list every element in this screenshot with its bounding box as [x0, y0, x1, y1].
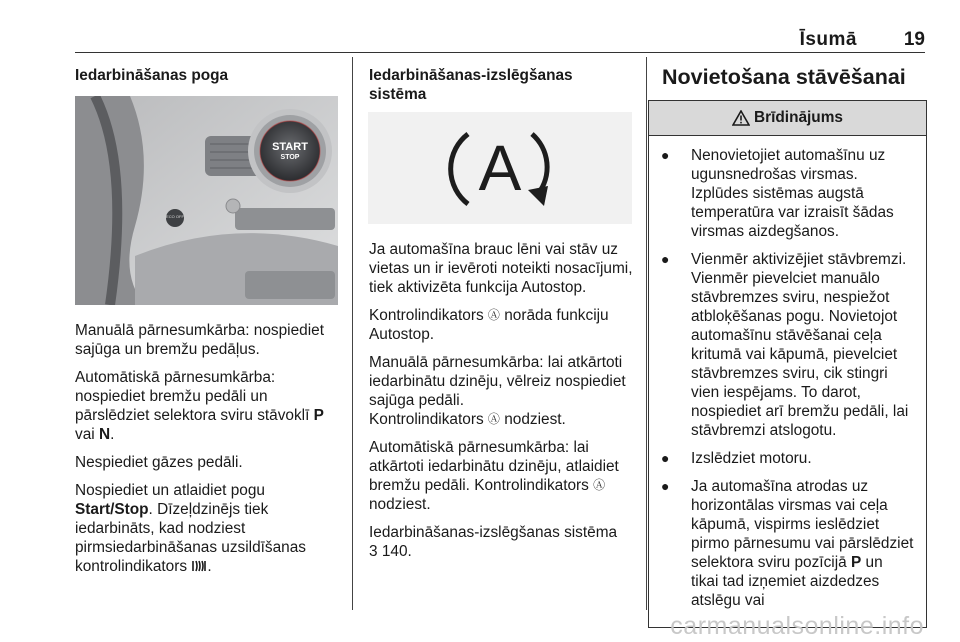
cross-reference-link[interactable]: 3 140. [369, 543, 412, 560]
coil-icon [191, 559, 207, 573]
col2-p5: Iedarbināšanas-izslēgšanas sistēma 3 140. [369, 524, 618, 560]
col2-p2: Kontrolindikators Ⓐ norāda funkciju Autostop. [369, 307, 609, 343]
warning-triangle-icon [732, 110, 750, 126]
col2-heading: Iedarbināšanas-izslēgšanas sistēma [369, 67, 573, 103]
autostop-indicator-icon: Ⓐ [593, 478, 606, 492]
list-item: ● Vienmēr aktivizējiet stāvbremzi. Vienmēr pievelciet manuālo stāvbremzes sviru, nespiežot atbloķēšanas pogu. Novietojot automašīnu stāvēšanai ceļa kritumā vai kāpumā, pievelciet stāvbremzes sviru, cik stingri vien iespējams. To darot, nospiediet arī bremžu pedāli, lai stāvbremzi atslogotu. [661, 251, 909, 439]
start-button-label [260, 141, 320, 162]
column-divider-1 [352, 57, 353, 610]
warning-header [649, 101, 926, 136]
list-item: ● Ja automašīna atrodas uz horizontālas virsmas vai ceļa kāpumā, vispirms ieslēdziet pirmo pārnesumu vai pārslēdziet selektora sviru pozīcijā P un tikai tad izņemiet aizdedzes atslēgu vai [661, 478, 914, 609]
autostop-indicator-icon: Ⓐ [487, 308, 500, 322]
autostop-letter: A [478, 132, 522, 204]
watermark: carmanualsonline.info [670, 612, 924, 640]
col1-body [75, 321, 343, 585]
start-label: START [272, 141, 308, 153]
col1-p4: Nospiediet un atlaidiet pogu Start/Stop. Dīzeļdzinējs tiek iedarbināts, kad nodziest pirmsiedarbināšanas uzsildīšanas kontrolindikators . [75, 482, 306, 575]
eco-off-label: ECO OFF [166, 214, 184, 219]
warning-title: Brīdinājums [754, 109, 843, 126]
warning-box [648, 100, 927, 628]
list-item: ● Izslēdziet motoru. [661, 450, 812, 467]
col2-p3: Manuālā pārnesumkārba: lai atkārtoti iedarbinātu dzinēju, vēlreiz nospiediet sajūga pedāli. Kontrolindikators Ⓐ nodziest. [369, 354, 626, 428]
page-number: 19 [903, 29, 925, 50]
dashboard-illustration [75, 96, 338, 305]
col2-p1: Ja automašīna brauc lēni vai stāv uz vietas un ir ievēroti noteikti nosacījumi, tiek aktivizēta funkcija Autostop. [369, 241, 633, 296]
warning-list [649, 136, 926, 627]
page-header-section: Īsumā [799, 29, 857, 50]
autostop-illustration [368, 112, 632, 224]
header-rule [75, 52, 925, 53]
col1-p3: Nespiediet gāzes pedāli. [75, 454, 243, 471]
col2-body [369, 240, 637, 570]
list-item: ● Nenovietojiet automašīnu uz ugunsnedrošas virsmas. Izplūdes sistēmas augstā temperatūra var izraisīt šādas virsmas aizdegšanos. [661, 147, 894, 240]
col2-p4: Automātiskā pārnesumkārba: lai atkārtoti iedarbinātu dzinēju, atlaidiet bremžu pedāli. Kontrolindikators Ⓐ nodziest. [369, 439, 619, 513]
col3-heading: Novietošana stāvēšanai [662, 65, 906, 89]
col1-p2: Automātiskā pārnesumkārba: nospiediet bremžu pedāli un pārslēdziet selektora sviru stāvoklī P vai N. [75, 369, 324, 443]
autostop-indicator-icon: Ⓐ [487, 412, 500, 426]
col1-heading: Iedarbināšanas poga [75, 67, 229, 84]
stop-label: STOP [280, 154, 300, 161]
start-stop-photo [75, 96, 338, 305]
column-divider-2 [646, 57, 647, 610]
col1-p1: Manuālā pārnesumkārba: nospiediet sajūga un bremžu pedāļus. [75, 322, 324, 358]
